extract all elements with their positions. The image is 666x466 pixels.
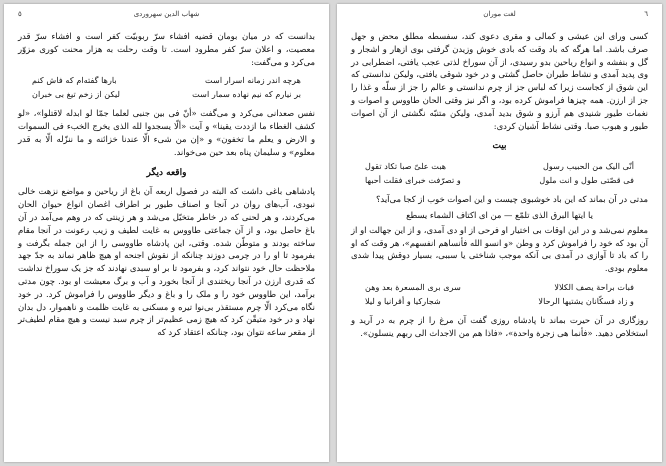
right-final-paragraph: روزگاری در آن حیرت بماند تا پادشاه روزی گفت آن مرغ را از چرم به در آرید و استخلاص دهید. «فأنما هی زجرة واحدة»، «فاذا هم من الاجداث الی ربهم ینسلون». [351, 314, 648, 338]
verse-row [18, 87, 315, 101]
verse-hemistich: بر نیارم که نیم نهاده سمار است [192, 89, 301, 100]
left-story-paragraph: پادشاهی باغی داشت که البته در فصول اربعه آن باغ از ریاحین و مواضع نزهت خالی نبودی، آب‌های روان در آنجا و اصناف طیور بر اطراف اغصان انواع حیوان الحان می‌کردند، و هر لحنی که در خاطر متخیّل می‌شد و هر زینتی که در وهم می‌آمد در آن باغ حاصل بود، و از آن جماعتی طاووس به غایت لطیف و زیب رعونت در آنجا مقام ساخته بودند و متوطّن شده. وقتی، این پادشاه طاووسی را از این جمله بگرفت و بفرمود تا او را در چرمی دوزند چنانکه از نقوش اجنحه او هیچ ظاهر نماند به جدّ جهد ملاحظت حال خود نتواند کرد، و بفرمود تا بر او سبدی نهادند که جز یک سوراخ نداشت که قدری ارزن در آنجا ریختندی از آنجا بخورد و آب و برگ معیشت او بود. چون مدتی برآمد، این طاووس خود را و ملک را و باغ و دیگر طاووس را فراموش کرد. در خود نگاه می‌کرد الّا چرم مستقذر بی‌نوا تیره و مسکنی به غایت ظلمت و ناهموار، دل بدان نهاد و در خود متیقّن کرد که هیچ زمی عظیم‌تر از چرم سبد نیست و هیچ مقام لطیف‌تر از مقعر ساعه نتوان بود، چنانکه اعتقاد کرد که [18, 186, 315, 338]
verse-row [351, 159, 648, 173]
right-running-title: لغت موران [483, 10, 516, 18]
verse-hemistich: لیکن از زخم تیغ بی خبران [32, 89, 120, 100]
left-verses [18, 73, 315, 101]
right-verses-2 [351, 280, 648, 308]
single-verse: یا ایتها البرق الذی تلمّع — من ای اکتاف الشماء یسطع [406, 209, 593, 220]
right-page-header [351, 10, 648, 22]
verse-hemistich: فبات براحة یصف الکلالا [554, 281, 634, 292]
right-page [337, 4, 662, 462]
verse-row [18, 73, 315, 87]
left-page-body [18, 30, 315, 456]
verse-heading: بیت [492, 141, 507, 152]
right-page-number: ٦ [644, 10, 648, 18]
right-middle-paragraph: معلوم نمی‌شد و در این اوقات بی اختیار او فرحی از او دی آمدی، و از این جهالت او از آن بود که خود را فراموش کرد و وطن «و انسو الله فأنساهم انفسهم»، هر وقت که او را که باد تا آوازی در آمدی بی آنکه موجب شناختی یا سببی، بسیار دوقش پیدا شدی معلوم بودی. [351, 224, 648, 274]
verse-hemistich: و زاد فسکّانان یشتیها الرحالا [538, 295, 634, 306]
verse-hemistich: بارها گفته‌ام که فاش کنم [32, 75, 117, 86]
verse-hemistich: سری بری المسعرة بعد وهن [365, 281, 461, 292]
verse-hemistich: شجارکیا و أقرانیا و لیلا [365, 295, 441, 306]
left-running-title: شهاب الدین سهروردی [133, 10, 200, 18]
verse-hemistich: أنّی الیک من الحبیب رسول [542, 161, 634, 172]
section-heading: واقعه دیگر [146, 167, 187, 178]
verse-row [351, 173, 648, 187]
verse-row [351, 280, 648, 294]
verse-hemistich: هبت علیّ صبا تکاد تقول [365, 161, 447, 172]
verse-hemistich: و تصرّفت خبرای فقلت أحبها [365, 175, 461, 186]
left-page-header [18, 10, 315, 22]
right-verses [351, 159, 648, 187]
verse-row [351, 294, 648, 308]
left-page-number: ٥ [18, 10, 22, 18]
verse-hemistich: هرچه اندر زمانه اسرار است [204, 75, 301, 86]
left-quote-paragraph: نفس صعدانی می‌کرد و می‌گفت «أنّ فی بین جنبی لعلما جمّا لو ابدله لاقتلوا»، «لو کشف الغطاء ما ازددت یقینا» و آیت «ألّا یسجدوا لله الذی یخرج الخبء فی السموات و الارض و یعلم ما تخفون» و «إن من شیء الّا عندنا خزائنه و ما ننزّله الّا به قدر معلوم» و سلیمان پناه بعد حین می‌خواند. [18, 108, 315, 157]
right-intro-paragraph: کسی ورای این عیشی و کمالی و مقری دعوی کند، سفسطه مطلق محض و جهل صرف باشد. اما هرگه که باد وقت که بادی خوش وزیدن گرفتی بوی ازهار و اشجار و گل و بنفشه و انواع ریاحین بدو رسیدی، از آن سوراخ لذتی عجب یافتی، اضطرابی در وی پدید آمدی و نشاط طیران حاصل گشتی و در خود شوقی یافتی، ولیکن ندانستی که این شوق از کجاست زیرا که لباس جز از چرم ندانستی و عالم را جز از سلّه و غذا را جز از ارزن. همه چیزها فراموش کرده بود، و اگر نیز وقتی الحان طاووس و اصوات و نغمات طیور شنیدی هم آرزو و شوق بدید آمدی، ولیکن متنبّه نگشتی از آن اصوات طیور و هبوب صبا. وقتی نشاط آشیان کردی: [351, 31, 648, 131]
left-intro-paragraph: بدانست که در میان بومان قضیه افشاء سرّ ربوبیّت کفر است و افشاء سرّ قدر معصیت، و اعلان سرّ کفر مطرود است. تا وقت رحلت به هزار محنت کوری مزوّر می‌کرد و می‌گفت: [18, 31, 315, 67]
right-question-paragraph: مدتی در آن بماند که این باد خوشبوی چیست و این اصوات خوب از کجا می‌آید؟ [375, 194, 648, 205]
left-page [4, 4, 329, 462]
verse-hemistich: فی قصّتی طول و انت ملول [539, 175, 634, 186]
right-page-body [351, 30, 648, 456]
